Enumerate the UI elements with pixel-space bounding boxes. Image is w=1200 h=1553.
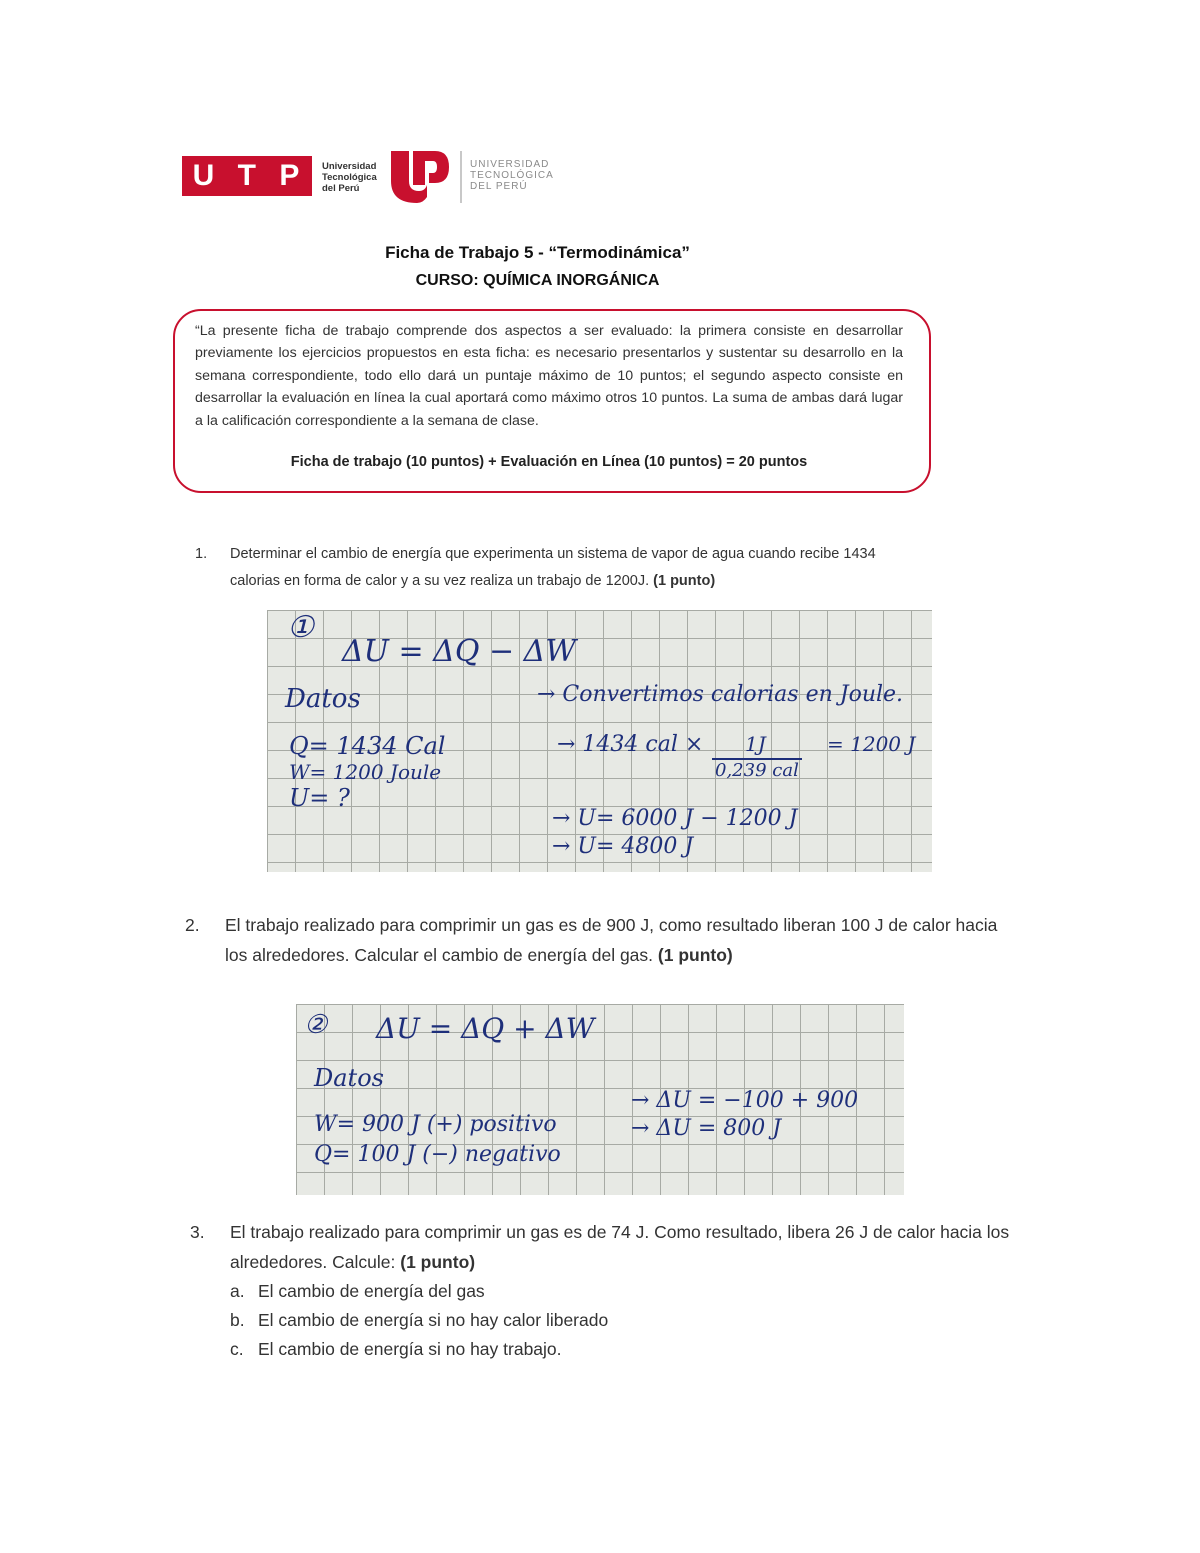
logo-divider — [460, 151, 462, 203]
question-points: (1 punto) — [400, 1251, 476, 1272]
hw-q-value: Q= 100 J (−) negativo — [314, 1142, 561, 1167]
course-title: CURSO: QUÍMICA INORGÁNICA — [415, 272, 660, 289]
hw-line-2: → U= 4800 J — [552, 834, 694, 859]
sub-item-b: b. El cambio de energía si no hay calor liberado — [230, 1310, 609, 1330]
logo-right-text: UNIVERSIDAD TECNOLÓGICA DEL PERÚ — [470, 159, 554, 192]
hw-convert: → Convertimos calorias en Joule. — [537, 682, 904, 707]
hw-w-value: W= 900 J (+) positivo — [314, 1112, 557, 1137]
question-points: (1 punto) — [653, 573, 716, 589]
hw-u-value: U= ? — [289, 784, 350, 812]
sub-item-a: a. El cambio de energía del gas — [230, 1281, 485, 1301]
logo-letter-u: U — [192, 159, 217, 192]
hw-fraction-numerator: 1J — [745, 732, 766, 756]
utp-logo-box — [182, 156, 312, 196]
sub-item-c: c. El cambio de energía si no hay trabajo. — [230, 1339, 562, 1359]
question-text: El trabajo realizado para comprimir un gas es de 74 J. Como resultado, libera 26 J de calor hacia los alrededores. Calcule: — [230, 1222, 1010, 1272]
hw-w-value: W= 1200 Joule — [289, 760, 442, 784]
hw-datos: Datos — [314, 1064, 384, 1092]
hw-number: ① — [287, 610, 314, 645]
intro-formula: Ficha de trabajo (10 puntos) + Evaluación en Línea (10 puntos) = 20 puntos — [290, 454, 808, 470]
handwritten-answer-2 — [296, 1004, 904, 1195]
question-number: 1. — [195, 546, 208, 562]
question-text: El trabajo realizado para comprimir un gas es de 900 J, como resultado liberan 100 J de calor hacia los alrededores. Calcular el cambio de energía del gas. — [225, 915, 998, 965]
page-title: Ficha de Trabajo 5 - “Termodinámica” — [385, 243, 690, 262]
logo-letter-p: P — [279, 159, 302, 192]
hw-equation: ΔU = ΔQ − ΔW — [342, 634, 577, 669]
hw-line-1: → U= 6000 J − 1200 J — [552, 806, 798, 831]
hw-result: = 1200 J — [827, 732, 916, 756]
hw-line-2: → ΔU = 800 J — [631, 1116, 782, 1141]
hw-calc: → 1434 cal × — [557, 732, 704, 757]
logo-letter-t: T — [237, 159, 258, 192]
logo-small-text: Universidad Tecnológica del Perú — [322, 161, 377, 194]
question-text: Determinar el cambio de energía que experimenta un sistema de vapor de agua cuando recibe 1434 calorias en forma de calor y a su vez realiza un trabajo de 1200J. — [230, 546, 876, 589]
utp-mark-icon — [387, 145, 451, 207]
intro-text: “La presente ficha de trabajo comprende dos aspectos a ser evaluado: la primera consiste en desarrollar previamente los ejercicios propuestos en esta ficha: es necesario presentarlos y sustentar su desarrollo en la semana correspondiente, todo ello dará un puntaje máximo de 10 puntos; el segundo aspecto consiste en desarrollar la evaluación en línea la cual aportará como máximo otros 10 puntos. La suma de ambas dará lugar a la calificación correspondiente a la semana de clase. — [195, 323, 903, 429]
hw-datos: Datos — [285, 684, 361, 714]
hw-number: ② — [304, 1010, 328, 1040]
utp-logo — [182, 145, 562, 207]
hw-q-value: Q= 1434 Cal — [289, 732, 446, 760]
question-number: 3. — [190, 1222, 205, 1242]
question-points: (1 punto) — [657, 945, 733, 965]
hw-line-1: → ΔU = −100 + 900 — [631, 1088, 859, 1113]
hw-fraction-denominator: 0,239 cal — [715, 760, 799, 781]
handwritten-answer-1 — [267, 610, 932, 872]
hw-equation: ΔU = ΔQ + ΔW — [376, 1012, 595, 1045]
question-number: 2. — [185, 915, 200, 935]
